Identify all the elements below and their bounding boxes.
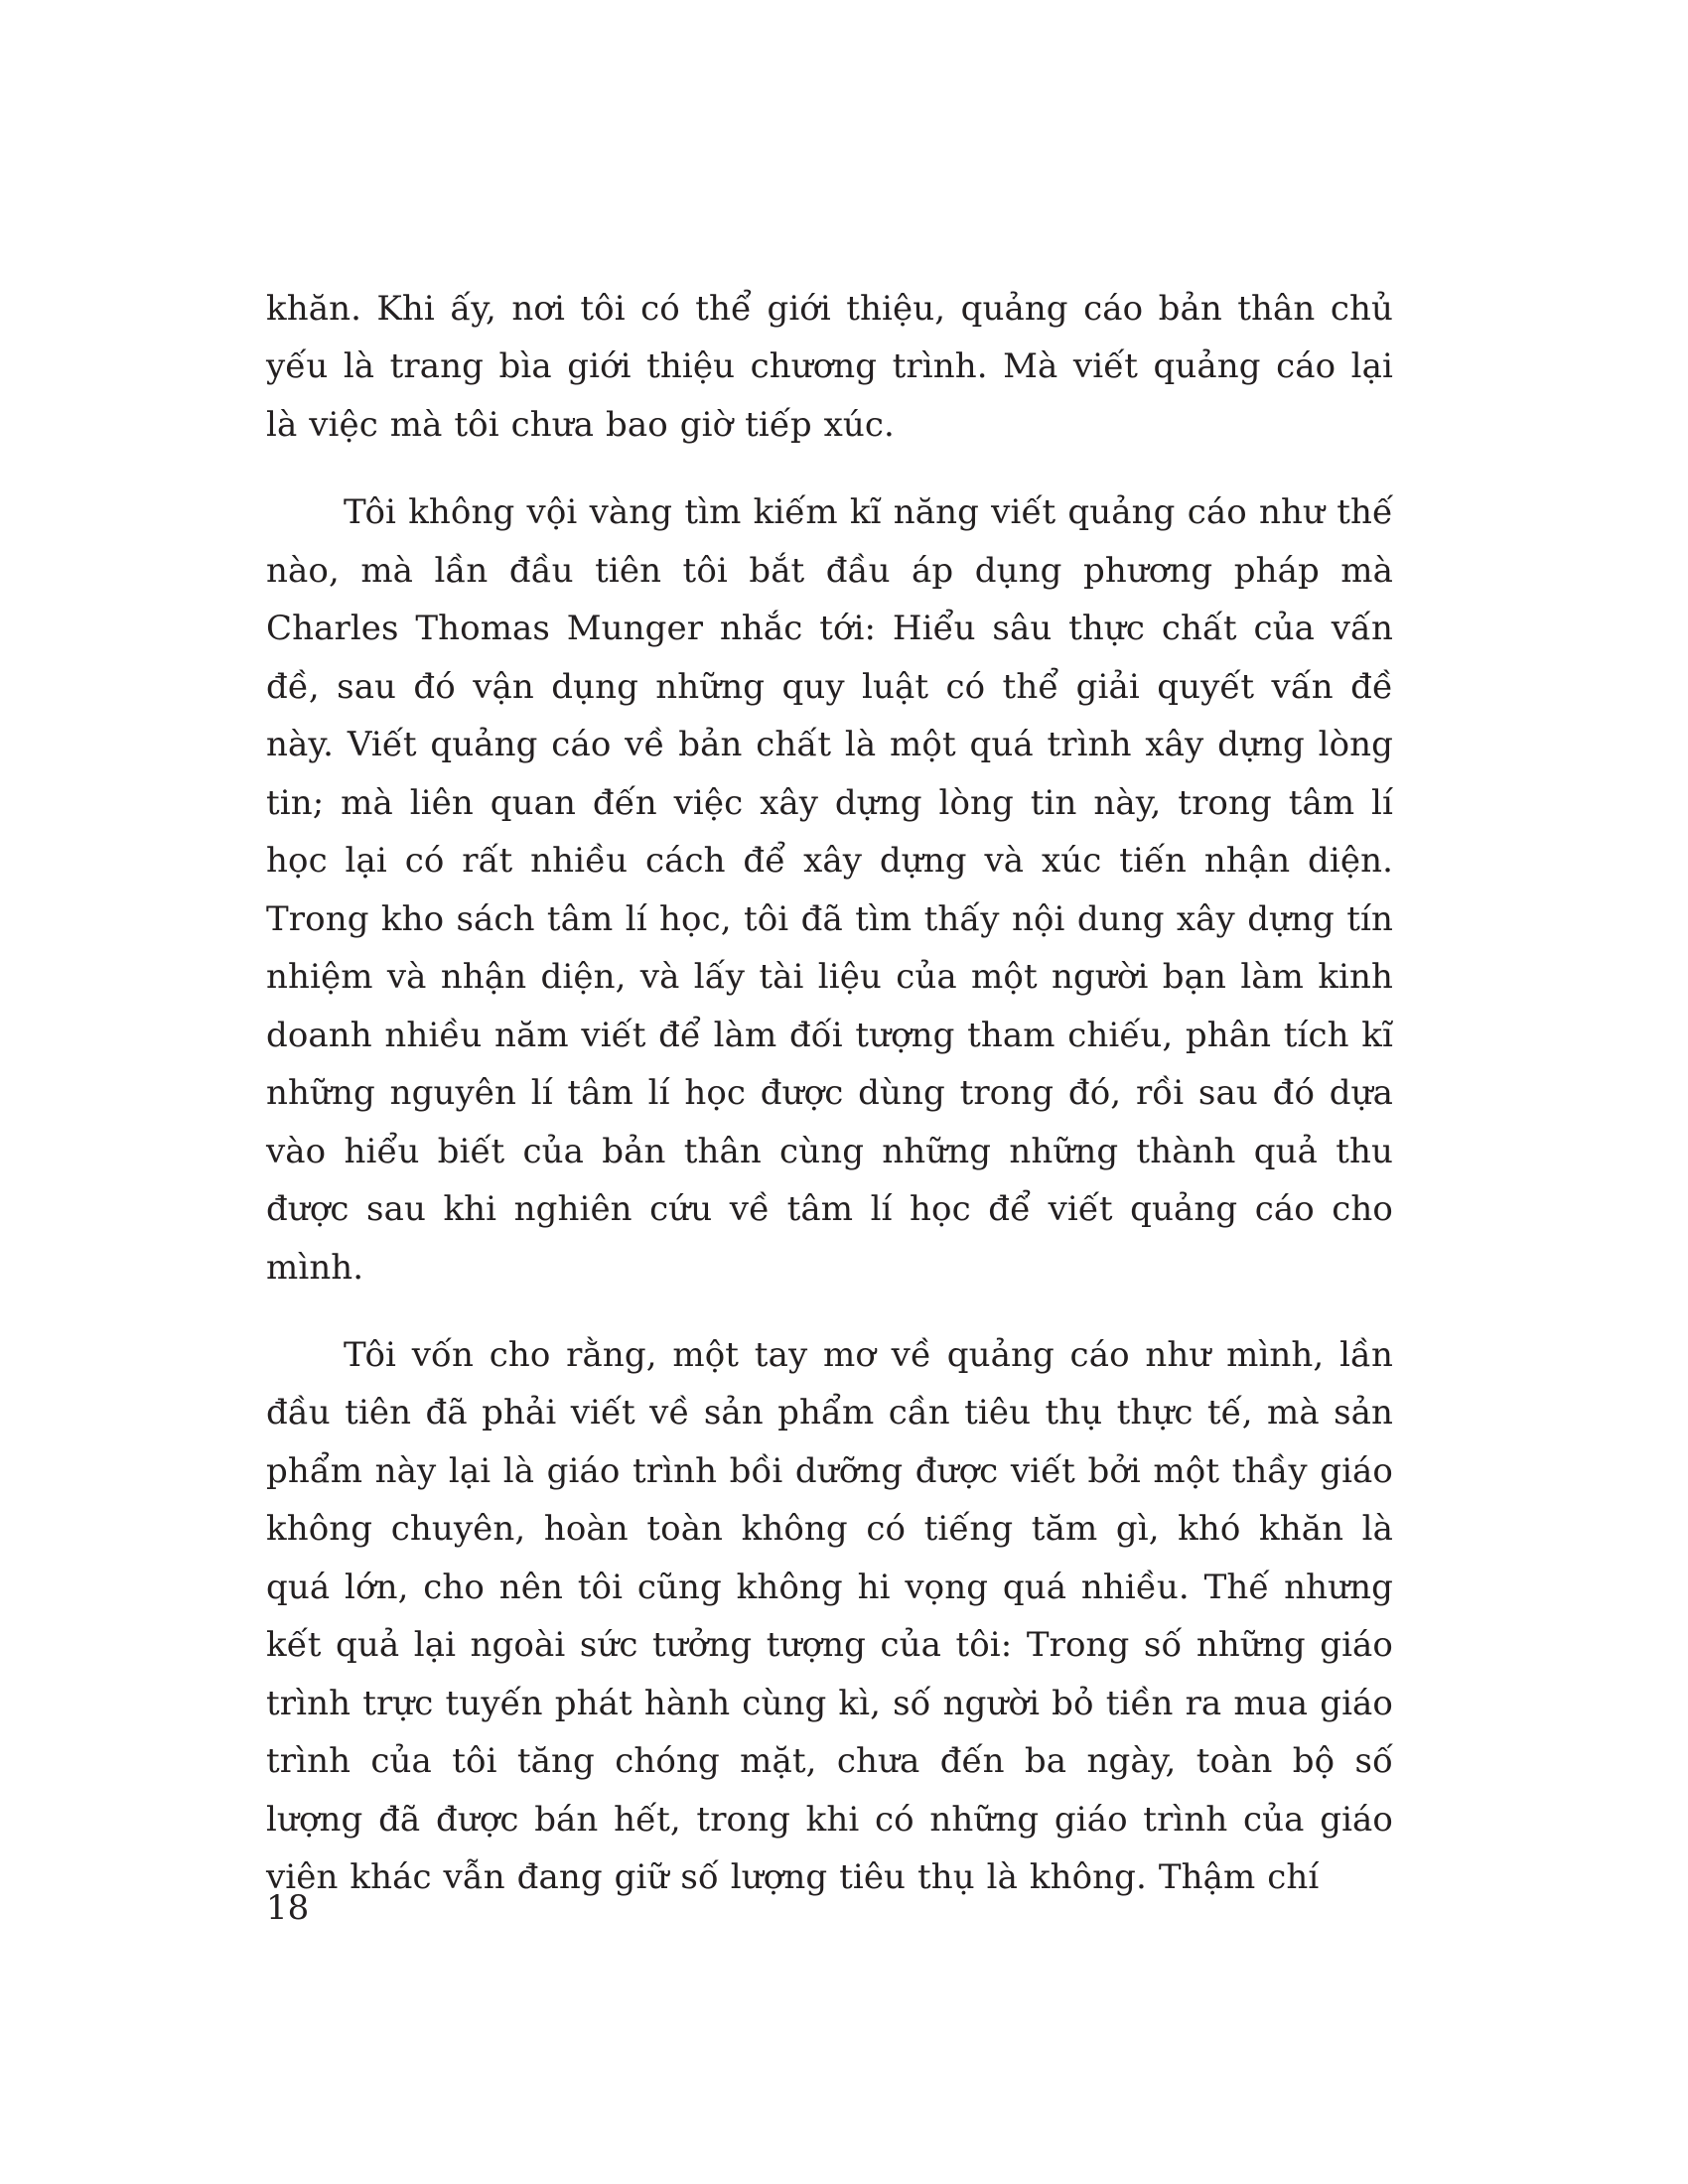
paragraph-continuation: khăn. Khi ấy, nơi tôi có thể giới thiệu, quảng cáo bản thân chủ yếu là trang bìa giới thiệu chương trình. Mà viết quảng cáo lại là việc mà tôi chưa bao giờ tiếp xúc.	[266, 289, 1393, 445]
page-number: 18	[266, 1888, 310, 1928]
page-body-text	[266, 280, 1393, 1937]
paragraph: Tôi không vội vàng tìm kiếm kĩ năng viết quảng cáo như thế nào, mà lần đầu tiên tôi bắt đầu áp dụng phương pháp mà Charles Thomas Munger nhắc tới: Hiểu sâu thực chất của vấn đề, sau đó vận dụng những quy luật có thể giải quyết vấn đề này. Viết quảng cáo về bản chất là một quá trình xây dựng lòng tin; mà liên quan đến việc xây dựng lòng tin này, trong tâm lí học lại có rất nhiều cách để xây dựng và xúc tiến nhận diện. Trong kho sách tâm lí học, tôi đã tìm thấy nội dung xây dựng tín nhiệm và nhận diện, và lấy tài liệu của một người bạn làm kinh doanh nhiều năm viết để làm đối tượng tham chiếu, phân tích kĩ những nguyên lí tâm lí học được dùng trong đó, rồi sau đó dựa vào hiểu biết của bản thân cùng những những thành quả thu được sau khi nghiên cứu về tâm lí học để viết quảng cáo cho mình.	[266, 492, 1393, 1288]
paragraph: Tôi vốn cho rằng, một tay mơ về quảng cáo như mình, lần đầu tiên đã phải viết về sản phẩm cần tiêu thụ thực tế, mà sản phẩm này lại là giáo trình bồi dưỡng được viết bởi một thầy giáo không chuyên, hoàn toàn không có tiếng tăm gì, khó khăn là quá lớn, cho nên tôi cũng không hi vọng quá nhiều. Thế nhưng kết quả lại ngoài sức tưởng tượng của tôi: Trong số những giáo trình trực tuyến phát hành cùng kì, số người bỏ tiền ra mua giáo trình của tôi tăng chóng mặt, chưa đến ba ngày, toàn bộ số lượng đã được bán hết, trong khi có những giáo trình của giáo viên khác vẫn đang giữ số lượng tiêu thụ là không. Thậm chí	[266, 1334, 1393, 1898]
